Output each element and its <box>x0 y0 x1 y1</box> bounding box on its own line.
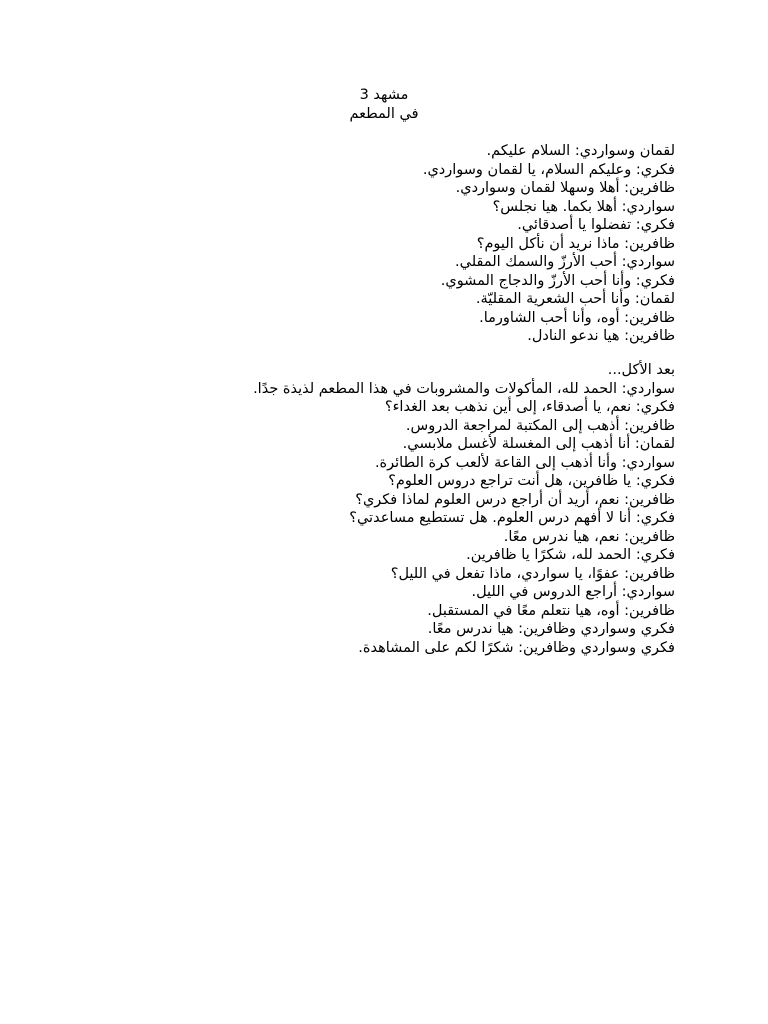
scene-heading <box>0 86 768 124</box>
dialogue-line: ظافرين: أهلا وسهلا لقمان وسواردي. <box>455 180 675 196</box>
dialogue-line: ظافرين: هيا ندعو النادل. <box>527 328 675 344</box>
dialogue-part-1 <box>115 142 675 346</box>
dialogue-line: سواردي: أحب الأرزّ والسمك المقلي. <box>455 254 675 270</box>
dialogue-line: فكري: نعم، يا أصدقاء، إلى أين نذهب بعد الغداء؟ <box>384 399 675 415</box>
dialogue-line: فكري وسواردي وظافرين: هيا ندرس معًا. <box>427 621 675 637</box>
dialogue-line: فكري: الحمد لله، شكرًا يا ظافرين. <box>466 547 675 563</box>
dialogue-line: سواردي: أهلا بكما. هيا نجلس؟ <box>492 198 675 215</box>
scene-title: مشهد 3 <box>359 87 409 103</box>
dialogue-line: سواردي: أراجع الدروس في الليل. <box>471 584 675 600</box>
dialogue-line: فكري: يا ظافرين، هل أنت تراجع دروس العلوم؟ <box>388 473 675 489</box>
dialogue-line: ظافرين: نعم، أريد أن أراجع درس العلوم لماذا فكري؟ <box>355 491 675 508</box>
scene-transition: بعد الأكل... <box>607 362 675 378</box>
dialogue-line: ظافرين: أذهب إلى المكتبة لمراجعة الدروس. <box>405 417 675 434</box>
dialogue-line: لقمان: وأنا أحب الشعرية المقليّة. <box>475 291 675 307</box>
dialogue-line: ظافرين: عفوًا، يا سواردي، ماذا تفعل في الليل؟ <box>390 565 675 582</box>
scene-location: في المطعم <box>349 106 419 122</box>
dialogue-line: فكري: أنا لا أفهم درس العلوم. هل تستطيع مساعدتي؟ <box>349 510 675 526</box>
dialogue-line: سواردي: وأنا أذهب إلى القاعة لألعب كرة الطائرة. <box>374 454 675 471</box>
dialogue-line: فكري: تفضلوا يا أصدقائي. <box>517 217 675 233</box>
dialogue-line: فكري وسواردي وظافرين: شكرًا لكم على المشاهدة. <box>358 639 675 656</box>
dialogue-line: لقمان وسواردي: السلام عليكم. <box>486 143 675 159</box>
dialogue-line: ظافرين: نعم، هيا ندرس معًا. <box>503 528 675 545</box>
dialogue-line: سواردي: الحمد لله، المأكولات والمشروبات في هذا المطعم لذيذة جدًا. <box>253 380 675 397</box>
dialogue-line: ظافرين: أوه، وأنا أحب الشاورما. <box>479 309 675 326</box>
dialogue-line: لقمان: أنا أذهب إلى المغسلة لأغسل ملابسي. <box>402 436 675 452</box>
dialogue-part-2 <box>115 361 675 657</box>
dialogue-line: فكري: وعليكم السلام، يا لقمان وسواردي. <box>422 161 675 178</box>
dialogue-line: ظافرين: ماذا نريد أن نأكل اليوم؟ <box>476 235 675 252</box>
dialogue-line: فكري: وأنا أحب الأرزّ والدجاج المشوي. <box>440 272 675 289</box>
dialogue-line: ظافرين: أوه، هيا نتعلم معًا في المستقبل. <box>427 602 675 619</box>
